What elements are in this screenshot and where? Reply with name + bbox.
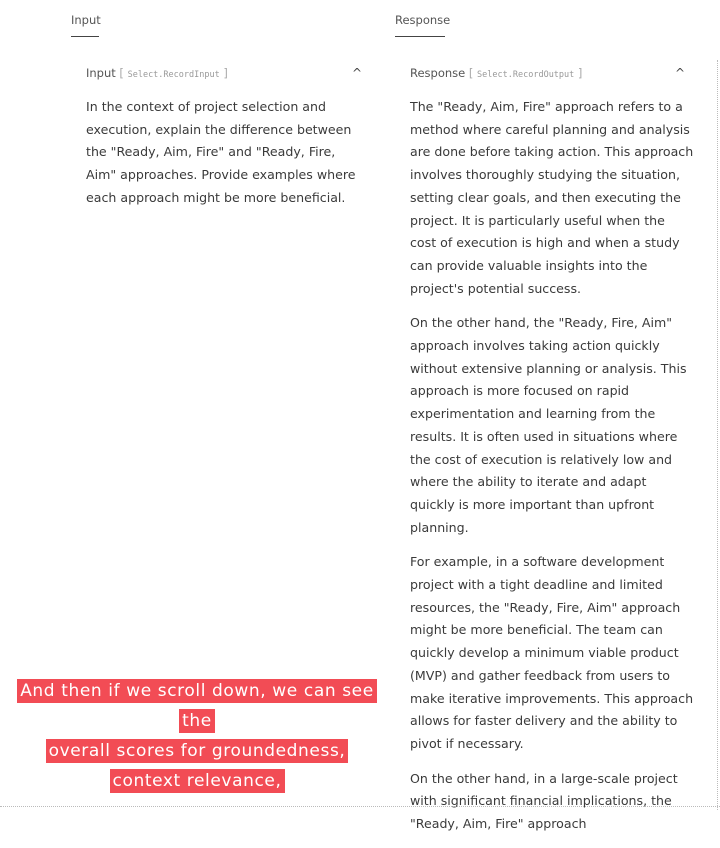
response-paragraph: On the other hand, the "Ready, Fire, Aim" approach involves taking action quickly without extensive planning or analysis. This approach is more focused on rapid experimentation and learning from the results. It is often used in situations where the cost of execution is relatively low and where the ability to iterate and adapt quickly is more important than upfront planning. [410,315,687,535]
input-text: In the context of project selection and execution, explain the difference between the "Ready, Aim, Fire" and "Ready, Fire, Aim" approaches. Provide examples where each approach might be more beneficial. [86,99,356,205]
chevron-up-icon[interactable]: ^ [675,66,686,80]
input-card-code: Select.RecordInput [127,70,220,80]
subtitle-line-1: And then if we scroll down, we can see the [17,679,377,733]
input-card-header[interactable]: Input [ Select.RecordInput ] [86,66,228,80]
subtitle-line-2: overall scores for groundedness, context relevance, [46,739,349,793]
response-card-label: Response [410,66,466,80]
input-card-label: Input [86,66,116,80]
response-card [410,66,694,848]
response-paragraph: The "Ready, Aim, Fire" approach refers to a method where careful planning and analysis are done before taking action. This approach involves thoroughly studying the situation, setting clear goals, and then executing the project. It is particularly useful when the cost of execution is high and when a study can provide valuable insights into the project's potential success. [410,99,694,296]
response-paragraph: For example, in a software development project with a tight deadline and limited resources, the "Ready, Fire, Aim" approach might be more beneficial. The team can quickly develop a minimum viable product (MVP) and gather feedback from users to make iterative improvements. This approach allows for faster delivery and the ability to pivot if necessary. [410,554,694,751]
tab-input-label: Input [71,13,101,27]
tab-input[interactable] [71,13,101,37]
subtitles [14,676,380,796]
bottom-divider [0,806,720,807]
response-card-header[interactable]: Response [ Select.RecordOutput ] [410,66,583,80]
input-card [86,66,366,222]
response-card-code: Select.RecordOutput [477,70,575,80]
scroll-border [717,60,718,810]
tab-response-label: Response [395,13,451,27]
chevron-up-icon[interactable]: ^ [352,66,363,80]
tab-response[interactable] [395,13,450,37]
response-paragraph: On the other hand, in a large-scale project with significant financial implications, the "Ready, Aim, Fire" approach [410,770,678,832]
